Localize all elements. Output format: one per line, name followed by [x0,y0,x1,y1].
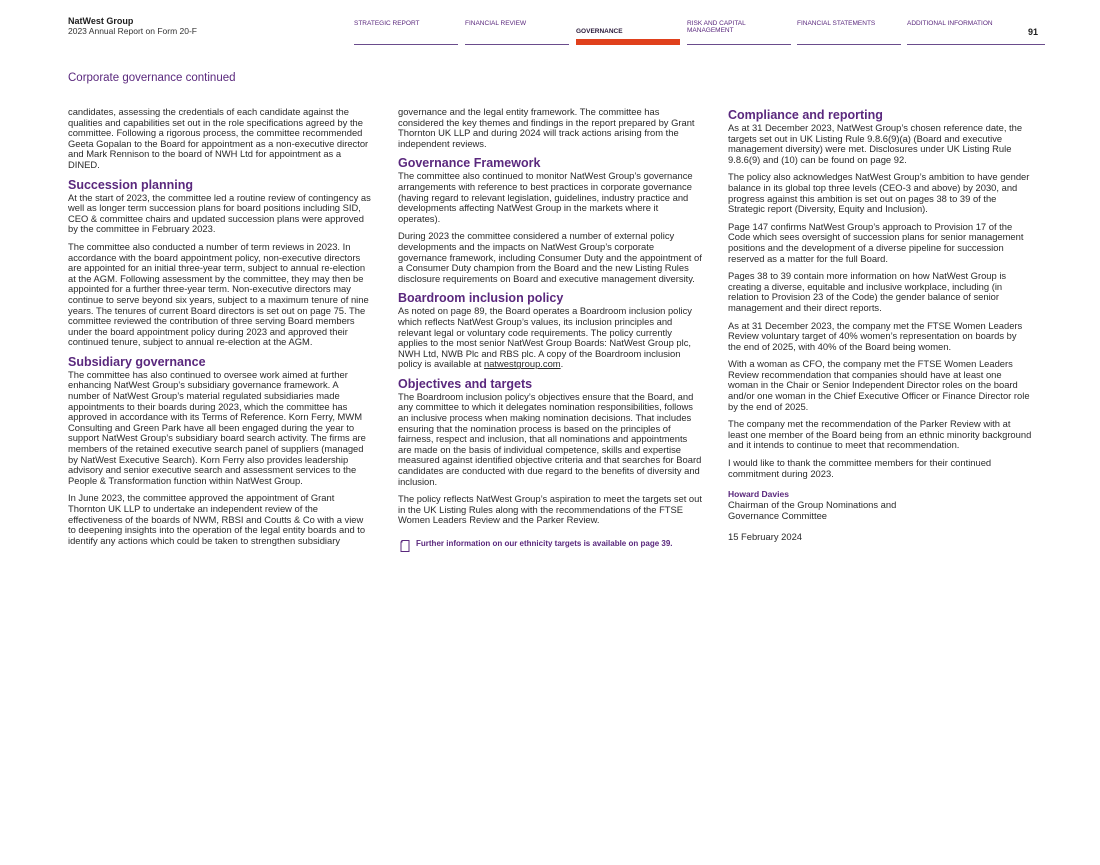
column-3 [728,107,1032,543]
signature-date: 15 February 2024 [728,531,803,543]
report-name: 2023 Annual Report on Form 20-F [68,26,197,36]
boardroom-text: As noted on page 89, the Board operates a Boardroom inclusion policy which reflects NatWest Group’s values, its inclusion principles and relevant legal or voluntary code requirements. The policy currently applies to the most senior NatWest Group Boards: NatWest Group plc, NWH Ltd, NWB Plc and RBS plc. A copy of the Boardroom inclusion policy is available at [398,305,692,370]
tab-financial-statements[interactable]: FINANCIAL STATEMENTS [797,19,901,45]
heading-succession-planning: Succession planning [68,177,194,192]
natwestgroup-link[interactable]: natwestgroup.com [484,358,561,370]
paragraph: The company met the recommendation of the Parker Review with at least one member of the Board being from an ethnic minority background and it intends to continue to meet that recommendation. [728,418,1032,451]
column-2 [398,107,702,553]
tab-strategic-report[interactable]: STRATEGIC REPORT [354,19,458,45]
signatory-title-line-1: Chairman of the Group Nominations and [728,499,897,511]
paragraph: governance and the legal entity framework. The committee has considered the key themes and findings in the report prepared by Grant Thornton UK LLP and during 2024 will track actions arising from the independent reviews. [398,106,695,149]
paragraph: Page 147 confirms NatWest Group’s approach to Provision 17 of the Code which sees oversight of succession plans for senior management positions and the development of a diverse pipeline for succession reserved as a matter for the full Board. [728,220,1024,264]
paragraph: The Boardroom inclusion policy’s objectives ensure that the Board, and any committee to which it delegates nomination responsibilities, follows an inclusive process when making nomination decisions. That includes ensuring that the nomination process is based on the principles of fairness, respect and inclusion, that all nominations and appointments are made on the basis of individual competence, skills and expertise measured against identified objective criteria and that searches for Board candidates are conducted with due regard to the benefits of diversity and inclusion. [398,390,702,487]
paragraph: The committee also conducted a number of term reviews in 2023. In accordance with the board appointment policy, non-executive directors are appointed for an initial three-year term, subject to annual re-election at the AGM. Following assessment by the committee, they may then be appointed for a further three-year term. Non-executive directors may continue to serve beyond six years, subject to a maximum tenure of nine years. The tenures of current Board directors is set out on page 75. The committee reviewed the contribution of three serving Board members under the board appointment policy during 2023 and approved their continued tenure, subject to annual re-election at the AGM. [68,240,369,348]
heading-governance-framework: Governance Framework [398,156,541,171]
paragraph: As at 31 December 2023, NatWest Group’s chosen reference date, the targets set out in UK Listing Rule 9.8.6(9)(a) (Board and executive management diversity) were met. Disclosures under UK Listing Rule 9.8.6(9) and (10) can be found on page 92. [728,122,1023,165]
tab-additional-information[interactable]: ADDITIONAL INFORMATION [907,19,1045,45]
heading-objectives-targets: Objectives and targets [398,376,533,391]
brand-name: NatWest Group [68,16,134,26]
column-1 [68,107,372,553]
heading-subsidiary-governance: Subsidiary governance [68,354,206,369]
page-number: 91 [1028,27,1039,37]
signatory-name: Howard Davies [728,489,789,500]
brand-block [68,16,197,36]
paragraph: The policy reflects NatWest Group’s aspiration to meet the targets set out in the UK Listing Rules along with the recommendations of the FTSE Women Leaders Review and the Parker Review. [398,493,702,526]
paragraph: With a woman as CFO, the company met the FTSE Women Leaders Review recommendation that companies should have at least one woman in the Chair or Senior Independent Director roles on the board and/or one woman in the Chief Executive Officer or Finance Director role by the end of 2025. [728,358,1030,412]
heading-compliance-reporting: Compliance and reporting [728,108,883,122]
paragraph: During 2023 the committee considered a number of external policy developments and the impacts on NatWest Group’s corporate governance framework, including Consumer Duty and the appointment of a Consumer Duty champion from the Board and the new Listing Rules disclosure requirements on Board and executive management diversity. [398,230,702,284]
document-icon [398,539,412,553]
paragraph [398,306,702,370]
further-info-note[interactable] [398,539,702,553]
link-terminator: . [560,358,564,370]
paragraph: In June 2023, the committee approved the appointment of Grant Thornton UK LLP to undertake an independent review of the effectiveness of the boards of NWM, RBSI and Coutts & Co with a view to deepening insights into the operation of the legal entity boards and to identify any actions which could be taken to strengthen subsidiary [68,492,366,546]
further-info-text: Further information on our ethnicity targets is available on page 39. [416,539,673,548]
paragraph: I would like to thank the committee members for their continued commitment during 2023. [728,457,992,479]
paragraph: At the start of 2023, the committee led a routine review of contingency as well as longer term succession plans for board positions including SID, CEO & committee chairs and updated succession plans were approved by the committee in February 2023. [68,191,371,235]
signatory-title-line-2: Governance Committee [728,509,828,521]
paragraph: As at 31 December 2023, the company met the FTSE Women Leaders Review voluntary target of 40% women’s representation on boards by the end of 2025, with 40% of the Board being women. [728,319,1023,352]
tab-financial-review[interactable]: FINANCIAL REVIEW [465,19,569,45]
paragraph: The policy also acknowledges NatWest Group’s ambition to have gender balance in its global top three levels (CEO-3 and above) by 2030, and progress against this ambition is set out on pages 38 to 39 of the Strategic report (Diversity, Equity and Inclusion). [728,171,1030,215]
paragraph: The committee has also continued to oversee work aimed at further enhancing NatWest Group’s subsidiary governance framework. A number of NatWest Group’s material regulated subsidiaries made appointments to their boards during 2023, which the committee has approved in accordance with its Terms of Reference. Korn Ferry, MWM Consulting and Green Park have all been engaged during the year to support NatWest Group’s subsidiary board search activity. The firms are members of the retained executive search panel of suppliers (managed by NatWest Executive Search). Korn Ferry also provides leadership advisory and senior executive search and assessment services to the People & Transformation function within NatWest Group. [68,368,366,486]
section-title: Corporate governance continued [68,72,236,84]
paragraph: candidates, assessing the credentials of each candidate against the qualities and capabilities set out in the role specifications agreed by the committee. Following a rigorous process, the committee recommended Geeta Gopalan to the Board for appointment as a non-executive director and Mark Rennison to the board of NWH Ltd for appointment as a DINED. [68,106,369,170]
paragraph: Pages 38 to 39 contain more information on how NatWest Group is creating a diverse, equitable and inclusive workplace, including (in relation to Provision 23 of the Code) the gender balance of senior management and their direct reports. [728,270,1007,313]
page-header [0,0,1100,46]
heading-boardroom-inclusion: Boardroom inclusion policy [398,291,564,306]
tab-governance[interactable]: GOVERNANCE [576,19,680,45]
paragraph: The committee also continued to monitor NatWest Group’s governance arrangements with reference to best practices in corporate governance (having regard to relevant legislation, guidelines, industry practice and developments affecting NatWest Group in the markets where it operates). [398,170,693,224]
tab-risk-capital[interactable]: RISK AND CAPITAL MANAGEMENT [687,19,791,45]
